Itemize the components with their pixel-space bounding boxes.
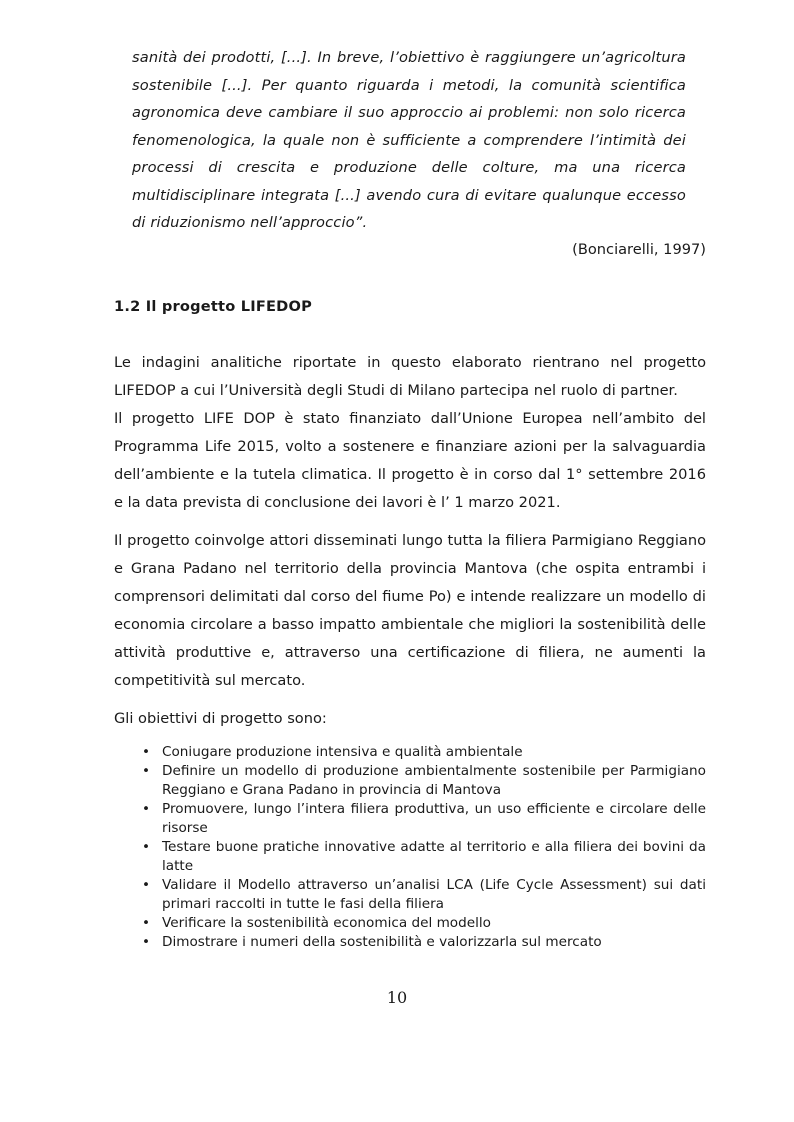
list-item xyxy=(142,914,706,933)
paragraph-goals-intro xyxy=(114,705,706,733)
list-item xyxy=(142,800,706,838)
quote-citation: (Bonciarelli, 1997) xyxy=(572,241,706,258)
list-item xyxy=(142,933,706,952)
paragraph-text: Le indagini analitiche riportate in questo elaborato rientrano nel progetto LIFEDOP a cui l’Università degli Studi di Milano partecipa nel ruolo di partner. xyxy=(114,354,706,399)
list-item-text: Definire un modello di produzione ambientalmente sostenibile per Parmigiano Reggiano e Grana Padano in provincia di Mantova xyxy=(162,763,706,798)
list-item-text: Promuovere, lungo l’intera filiera produttiva, un uso efficiente e circolare delle risorse xyxy=(162,801,706,836)
paragraph-funding xyxy=(114,405,706,517)
bullet: • xyxy=(142,801,151,817)
paragraph-text: Il progetto coinvolge attori disseminati lungo tutta la filiera Parmigiano Reggiano e Grana Padano nel territorio della provincia Mantova (che ospita entrambi i comprensori delimitati dal corso del fiume Po) e intende realizzare un modello di economia circolare a basso impatto ambientale che migliori la sostenibilità delle attività produttive e, attraverso una certificazione di filiera, ne aumenti la competitività sul mercato. xyxy=(114,532,706,689)
list-item-text: Validare il Modello attraverso un’analisi LCA (Life Cycle Assessment) sui dati primari raccolti in tutte le fasi della filiera xyxy=(162,877,706,912)
bullet: • xyxy=(142,934,151,950)
paragraph-text: Il progetto LIFE DOP è stato finanziato dall’Unione Europea nell’ambito del Programma Life 2015, volto a sostenere e finanziare azioni per la salvaguardia dell’ambiente e la tutela climatica. Il progetto è in corso dal 1° settembre 2016 e la data prevista di conclusione dei lavori è l’ 1 marzo 2021. xyxy=(114,410,706,511)
list-item-text: Coniugare produzione intensiva e qualità ambientale xyxy=(162,744,523,760)
bullet: • xyxy=(142,763,151,779)
bullet: • xyxy=(142,744,151,760)
list-item-text: Testare buone pratiche innovative adatte al territorio e alla filiera dei bovini da latte xyxy=(162,839,706,874)
block-quote xyxy=(132,44,686,237)
list-item xyxy=(142,743,706,762)
bullet: • xyxy=(142,877,151,893)
paragraph-text: Gli obiettivi di progetto sono: xyxy=(114,710,327,727)
paragraph-intro xyxy=(114,349,706,405)
quote-text: sanità dei prodotti, [...]. In breve, l’obiettivo è raggiungere un’agricoltura sostenibile [...]. Per quanto riguarda i metodi, la comunità scientifica agronomica deve cambiare il suo approccio ai problemi: non solo ricerca fenomenologica, la quale non è sufficiente a comprendere l’intimità dei processi di crescita e produzione delle colture, ma una ricerca multidisciplinare integrata [...] avendo cura di evitare qualunque eccesso di riduzionismo nell’approccio”. xyxy=(132,49,686,231)
list-item-text: Verificare la sostenibilità economica del modello xyxy=(162,915,491,931)
list-item xyxy=(142,838,706,876)
list-item xyxy=(142,762,706,800)
page-number: 10 xyxy=(386,988,408,1007)
bullet: • xyxy=(142,839,151,855)
paragraph-scope xyxy=(114,527,706,695)
list-item-text: Dimostrare i numeri della sostenibilità e valorizzarla sul mercato xyxy=(162,934,602,950)
section-heading: 1.2 Il progetto LIFEDOP xyxy=(114,298,313,315)
goals-list xyxy=(142,743,706,952)
bullet: • xyxy=(142,915,151,931)
list-item xyxy=(142,876,706,914)
